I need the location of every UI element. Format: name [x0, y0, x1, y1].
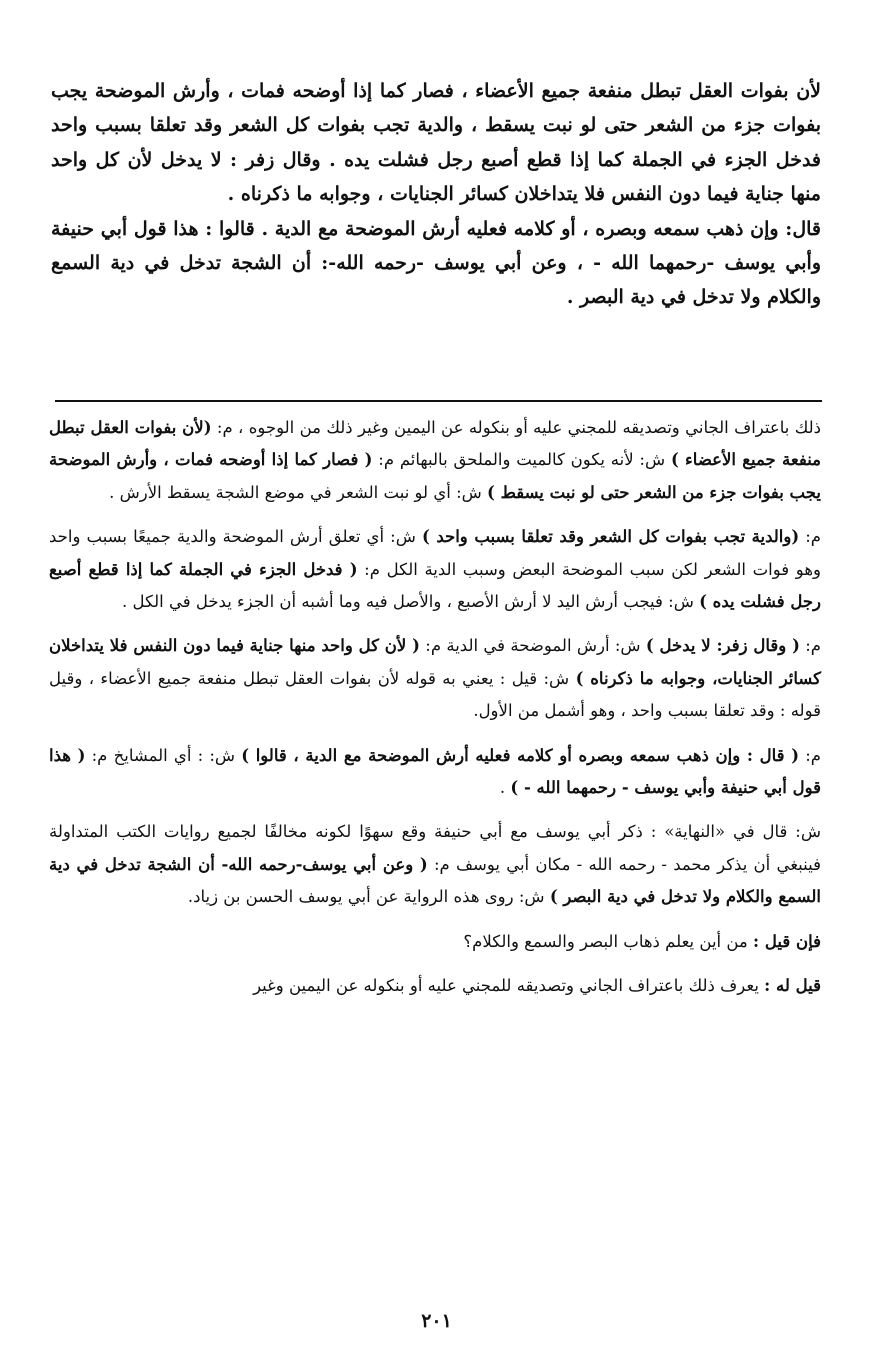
commentary-text: .	[499, 778, 506, 798]
commentary-text: ش: فيجب أرش اليد لا أرش الأصبع ، والأصل فيه وما أشبه أن الجزء يدخل في الكل .	[122, 592, 694, 612]
matn-quote: (لأن بفوات العقل تبطل منفعة جميع الأعضاء )	[49, 418, 822, 470]
separator-rule	[55, 400, 822, 402]
commentary-text: ش: لأنه يكون كالميت والملحق بالبهائم م:	[378, 450, 666, 470]
commentary-text: ش: قيل : يعني به قوله لأن بفوات العقل تبطل منفعة جميع الأعضاء ، وقيل قوله : وقد تعلقا بسبب واحد ، وهو أشمل من الأول.	[49, 668, 821, 721]
main-text-block	[51, 74, 821, 315]
matn-quote: ( فصار كما إذا أوضحه فمات ، وأرش الموضحة يجب بفوات جزء من الشعر حتى لو نبت يسقط )	[49, 450, 821, 502]
question-label: فإن قيل :	[753, 931, 821, 951]
commentary-text: ذلك باعتراف الجاني وتصديقه للمجني عليه أو بنكوله عن اليمين وغير ذلك من الوجوه ، م:	[216, 418, 821, 437]
commentary-text: ش: أرش الموضحة في الدية م:	[425, 636, 641, 656]
commentary-text: ش: أي لو نبت الشعر في موضع الشجة يسقط الأرش .	[109, 482, 482, 502]
matn-quote: ( وقال زفر: لا يدخل )	[645, 636, 800, 656]
matn-quote: ( وعن أبي يوسف-رحمه الله- أن الشجة تدخل في دية السمع والكلام ولا تدخل في دية البصر )	[49, 854, 821, 907]
page-number: ٢٠١	[421, 1310, 452, 1332]
matn-quote: ( قال : وإن ذهب سمعه وبصره أو كلامه فعليه أرش الموضحة مع الدية ، قالوا )	[241, 745, 800, 765]
commentary-text: يعرف ذلك باعتراف الجاني وتصديقه للمجني عليه أو بنكوله عن اليمين وغير	[253, 976, 759, 996]
commentary-paragraph	[49, 521, 821, 618]
commentary-paragraph	[49, 740, 821, 805]
commentary-paragraph	[49, 816, 821, 913]
matn-quote: (والدية تجب بفوات كل الشعر وقد تعلقا بسبب واحد )	[421, 527, 800, 547]
matn-quote: ( لأن كل واحد منها جناية فيما دون النفس فلا يتداخلان كسائر الجنايات، وجوابه ما ذكرناه )	[49, 636, 821, 688]
main-paragraph: لأن بفوات العقل تبطل منفعة جميع الأعضاء ، فصار كما إذا أوضحه فمات ، وأرش الموضحة يجب بفوات جزء من الشعر حتى لو نبت يسقط ، والدية تجب بفوات كل الشعر وقد تعلقا بسبب واحد فدخل الجزء في الجملة كما إذا قطع أصبع رجل فشلت يده . وقال زفر : لا يدخل لأن كل واحد منها جناية فيما دون النفس فلا يتداخلان كسائر الجنايات ، وجوابه ما ذكرناه .	[51, 80, 821, 206]
commentary-text: م:	[805, 745, 822, 765]
commentary-paragraph	[49, 970, 821, 1002]
commentary-text: ش: روى هذه الرواية عن أبي يوسف الحسن بن زياد.	[187, 887, 545, 907]
commentary-text: م:	[805, 636, 822, 656]
commentary-text: ش: أي تعلق أرش الموضحة والدية جميعًا بسبب واحد وهو فوات الشعر لكن سبب الموضحة البعض وسبب الدية الكل م:	[49, 527, 821, 579]
commentary-paragraph	[49, 926, 821, 958]
commentary-text: ش: قال في «النهاية» : ذكر أبي يوسف مع أبي حنيفة وقع سهوًا لكونه مخالفًا لجميع روايات الكتب المتداولة فينبغي أن يذكر محمد - رحمه الله - مكان أبي يوسف م:	[49, 822, 822, 874]
answer-label: قيل له :	[764, 976, 821, 996]
commentary-paragraph	[49, 630, 821, 727]
commentary-text: م:	[805, 527, 821, 547]
commentary-block	[49, 412, 821, 1015]
commentary-text: ش: : أي المشايخ م:	[91, 745, 236, 765]
commentary-text: من أين يعلم ذهاب البصر والسمع والكلام؟	[463, 931, 748, 951]
matn-quote: ( فدخل الجزء في الجملة كما إذا قطع أصبع رجل فشلت يده )	[49, 559, 821, 612]
main-paragraph: قال: وإن ذهب سمعه وبصره ، أو كلامه فعليه أرش الموضحة مع الدية . قالوا : هذا قول أبي حنيفة وأبي يوسف -رحمهما الله - ، وعن أبي يوسف -رحمه الله-: أن الشجة تدخل في دية السمع والكلام ولا تدخل في دية البصر .	[51, 217, 821, 309]
commentary-paragraph	[49, 412, 821, 509]
matn-quote: ( هذا قول أبي حنيفة وأبي يوسف - رحمهما الله - )	[49, 745, 821, 798]
